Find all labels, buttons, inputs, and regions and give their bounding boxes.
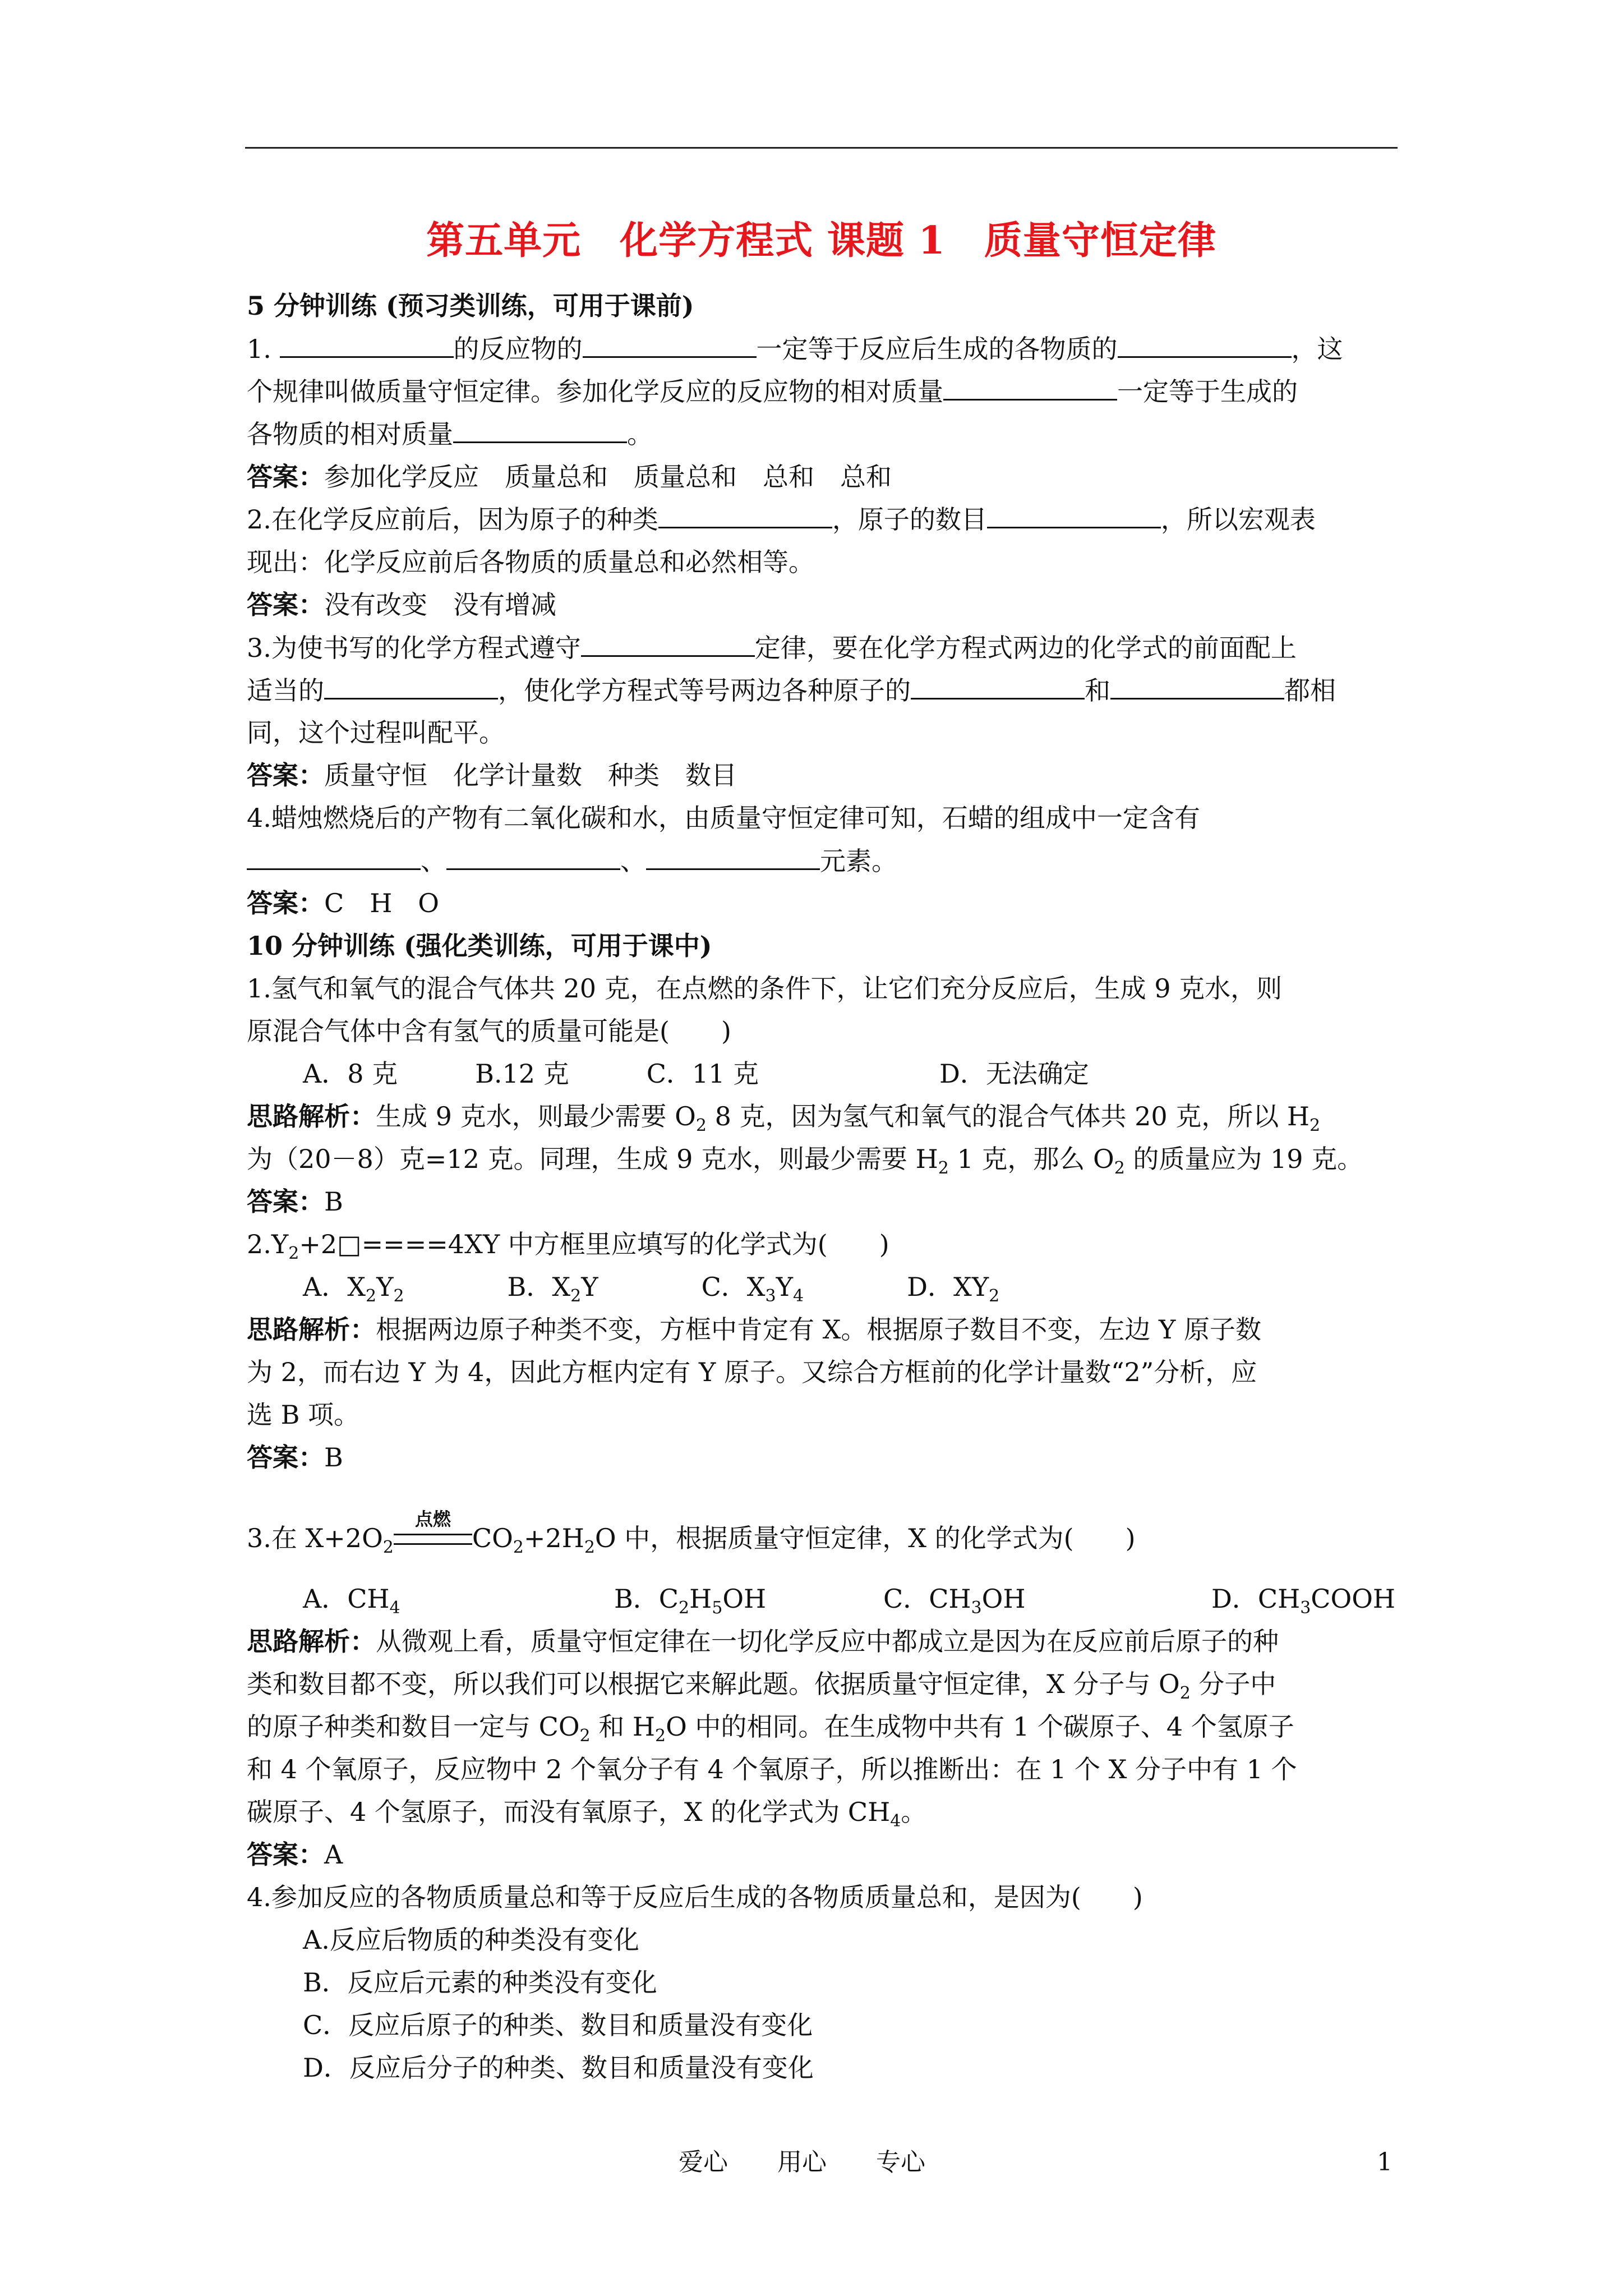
s2-q3-option-d: D．$CH_3COOH$ [1211,1584,1396,1618]
s2-q3-option-c: C．$CH_3OH$ [883,1584,1026,1618]
q3-line1: 3.为使书写的化学方程式遵守 定律，要在化学方程式两边的化学式的前面配上 [247,631,1297,665]
s2-q3-analysis-3: 的原子种类和数目一定与 $CO_2$ 和 $H_2O$ 中的相同。在生成物中共有 1 个碳原子、4 个氢原子 [247,1711,1294,1746]
answer-blank[interactable] [583,332,757,358]
answer-blank[interactable] [911,673,1085,700]
s2-q2-stem: $2.Y_2+2□====4XY$ 中方框里应填写的化学式为( ) [247,1229,889,1263]
q1-line1: 1. 的反应物的 一定等于反应后生成的各物质的 ，这 [247,332,1343,366]
s2-q3-answer: 答案：A [247,1839,343,1870]
answer-blank[interactable] [646,844,820,870]
answer-blank[interactable] [247,844,421,870]
s2-q1-line1: 1.氢气和氧气的混合气体共 20 克，在点燃的条件下，让它们充分反应后，生成 9 克水，则 [247,973,1283,1004]
answer-blank[interactable] [1118,332,1292,358]
q4-answer: 答案：C H O [247,888,440,918]
s2-q1-line2: 原混合气体中含有氢气的质量可能是( ) [247,1016,731,1046]
s2-q1-options: A．8 克 B.12 克 C．11 克 D．无法确定 [303,1059,1089,1089]
page-title: 第五单元 化学方程式 课题 1 质量守恒定律 [426,218,1216,263]
s2-q3-analysis-1: 思路解析：从微观上看，质量守恒定律在一切化学反应中都成立是因为在反应前后原子的种 [247,1626,1279,1657]
reaction-condition-arrow: 点燃 [394,1521,472,1555]
answer-blank[interactable] [1110,673,1284,700]
answer-blank[interactable] [987,502,1161,528]
section-heading-10min: 10 分钟训练 (强化类训练，可用于课中) [247,931,712,961]
q1-answer: 答案：参加化学反应 质量总和 质量总和 总和 总和 [247,462,892,492]
s2-q3-analysis-4: 和 4 个氧原子，反应物中 2 个氧分子有 4 个氧原子，所以推断出：在 1 个 X 分子中有 1 个 [247,1754,1297,1784]
answer-blank[interactable] [581,631,755,657]
s2-q4-stem: 4.参加反应的各物质质量总和等于反应后生成的各物质质量总和，是因为( ) [247,1882,1143,1912]
s2-q4-option-b: B．反应后元素的种类没有变化 [303,1967,657,1998]
section-heading-5min: 5 分钟训练 (预习类训练，可用于课前) [247,291,694,321]
answer-blank[interactable] [280,332,454,358]
s2-q3-analysis-2: 类和数目都不变，所以我们可以根据它来解此题。依据质量守恒定律，X 分子与 $O_2$ 分子中 [247,1669,1276,1703]
s2-q3-stem: 3.在 $X+2O_2$ 点燃 $CO_2+2H_2O$ 中，根据质量守恒定律，X 的化学式为( ) [247,1508,1136,1557]
s2-q1-analysis-2: 为（20－8）克=12 克。同理，生成 9 克水，则最少需要 $H_2$ 1 克，那么 $O_2$ 的质量应为 19 克。 [247,1144,1363,1178]
s2-q2-analysis-2: 为 2，而右边 Y 为 4，因此方框内定有 Y 原子。又综合方框前的化学计量数“2”分析，应 [247,1357,1257,1387]
q2-line1: 2.在化学反应前后，因为原子的种类 ，原子的数目 ，所以宏观表 [247,502,1316,536]
s2-q3-option-b: B．$C_2H_5OH$ [614,1584,767,1618]
q3-line3: 同，这个过程叫配平。 [247,717,505,748]
answer-blank[interactable] [658,502,832,528]
answer-blank[interactable] [943,374,1117,401]
answer-blank[interactable] [446,844,620,870]
answer-blank[interactable] [324,673,498,700]
header-rule [245,147,1398,149]
footer-motto: 爱心 用心 专心 [679,2148,925,2177]
q4-line2: 、 、 元素。 [247,844,897,878]
page-number: 1 [1377,2148,1393,2177]
q4-line1: 4.蜡烛燃烧后的产物有二氧化碳和水，由质量守恒定律可知，石蜡的组成中一定含有 [247,803,1200,833]
s2-q1-analysis-1: 思路解析：生成 9 克水，则最少需要 $O_2$ 8 克，因为氢气和氧气的混合气体共 20 克，所以 $H_2$ [247,1101,1321,1135]
q1-line2: 个规律叫做质量守恒定律。参加化学反应的反应物的相对质量 一定等于生成的 [247,374,1298,408]
q2-line2: 现出：化学反应前后各物质的质量总和必然相等。 [247,547,814,577]
q1-line3: 各物质的相对质量 。 [247,417,653,451]
s2-q2-analysis-1: 思路解析：根据两边原子种类不变，方框中肯定有 X。根据原子数目不变，左边 Y 原子数 [247,1314,1261,1345]
s2-q4-option-a: A.反应后物质的种类没有变化 [303,1925,639,1955]
answer-blank[interactable] [453,417,627,443]
q2-answer: 答案：没有改变 没有增减 [247,590,556,620]
s2-q4-option-c: C．反应后原子的种类、数目和质量没有变化 [303,2010,813,2040]
q3-answer: 答案：质量守恒 化学计量数 种类 数目 [247,760,737,790]
s2-q2-options: A．$X_2Y_2$ B．$X_2Y$ C．$X_3Y_4$ D．$XY_2$ [303,1272,1000,1306]
s2-q3-analysis-5: 碳原子、4 个氢原子，而没有氧原子，X 的化学式为 $CH_4$。 [247,1797,927,1831]
s2-q2-answer: 答案：B [247,1442,343,1473]
s2-q4-option-d: D．反应后分子的种类、数目和质量没有变化 [303,2053,814,2083]
s2-q2-analysis-3: 选 B 项。 [247,1400,360,1430]
s2-q1-answer: 答案：B [247,1186,343,1217]
q3-line2: 适当的 ，使化学方程式等号两边各种原子的 和 都相 [247,673,1336,707]
s2-q3-option-a: A．$CH_4$ [303,1584,400,1618]
